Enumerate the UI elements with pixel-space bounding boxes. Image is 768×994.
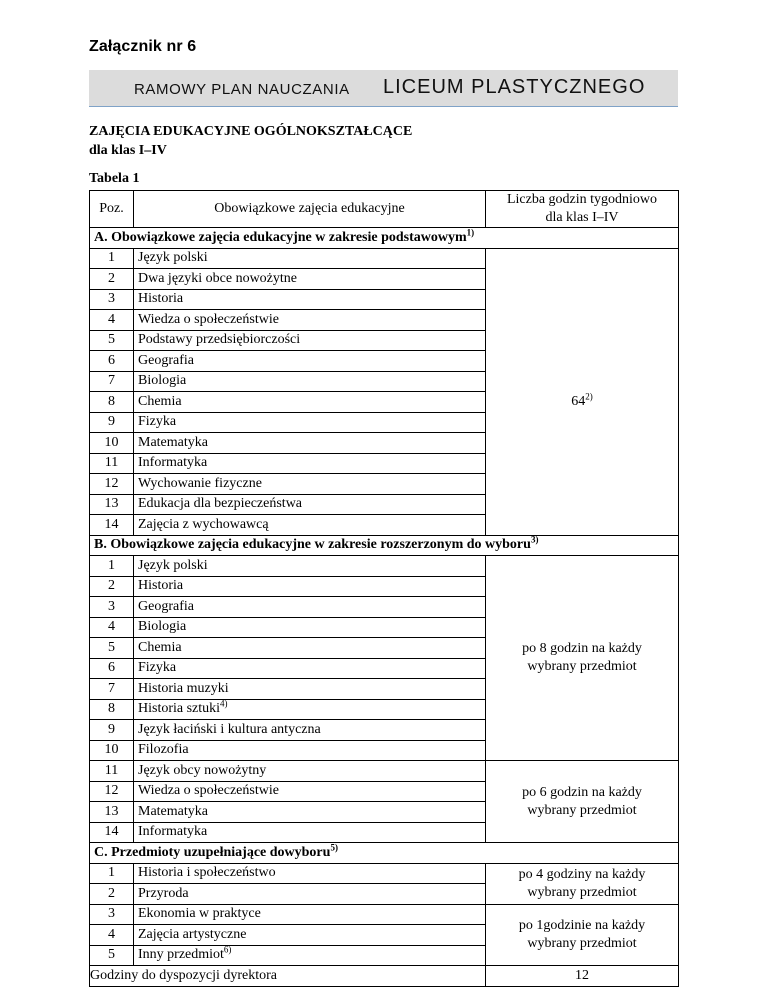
banner-subtitle: RAMOWY PLAN NAUCZANIA — [134, 81, 350, 98]
row-number: 9 — [90, 412, 134, 433]
section-c-row — [90, 843, 679, 864]
row-subject — [134, 679, 486, 700]
section-b-hours-group1 — [486, 556, 679, 761]
subject-name: Biologia — [138, 619, 187, 635]
footnote-marker: 4) — [220, 698, 228, 709]
row-subject — [134, 699, 486, 720]
table-header-row — [90, 191, 679, 228]
row-number: 1 — [90, 556, 134, 577]
subject-name: Informatyka — [138, 824, 208, 840]
subject-name: Zajęcia artystyczne — [138, 926, 247, 942]
row-number: 6 — [90, 351, 134, 372]
row-number: 2 — [90, 269, 134, 290]
section-c-text: C. Przedmioty uzupełniające dowyboru — [94, 844, 331, 860]
section-b-row — [90, 535, 679, 556]
table-row — [90, 556, 679, 577]
row-number: 10 — [90, 740, 134, 761]
subject-name: Geografia — [138, 352, 194, 368]
subject-name: Dwa języki obce nowożytne — [138, 270, 297, 286]
row-number: 7 — [90, 679, 134, 700]
row-number: 2 — [90, 576, 134, 597]
row-subject — [134, 781, 486, 802]
row-subject — [134, 433, 486, 454]
subject-name: Podstawy przedsiębiorczości — [138, 332, 301, 348]
footnote-marker: 2) — [585, 390, 593, 401]
row-subject — [134, 515, 486, 536]
title-banner — [89, 70, 678, 107]
footnote-marker: 3) — [530, 534, 539, 545]
row-number: 12 — [90, 474, 134, 495]
row-subject — [134, 351, 486, 372]
subject-name: Język obcy nowożytny — [138, 762, 267, 778]
footnote-marker: 1) — [466, 227, 475, 238]
hours-spacer — [486, 248, 679, 269]
row-subject — [134, 371, 486, 392]
row-number: 8 — [90, 699, 134, 720]
row-number: 11 — [90, 761, 134, 782]
table-row — [90, 761, 679, 782]
row-number: 5 — [90, 945, 134, 966]
row-subject — [134, 556, 486, 577]
row-subject — [134, 289, 486, 310]
row-subject — [134, 597, 486, 618]
director-label: Godziny do dyspozycji dyrektora — [90, 966, 486, 987]
row-number: 13 — [90, 802, 134, 823]
row-number: 1 — [90, 863, 134, 884]
table-row — [90, 904, 679, 925]
row-number: 5 — [90, 638, 134, 659]
subject-name: Matematyka — [138, 803, 208, 819]
subject-name: Język łaciński i kultura antyczna — [138, 721, 321, 737]
subject-name: Historia — [138, 291, 184, 307]
row-subject — [134, 884, 486, 905]
section-c-hours-group1-line2: wybrany przedmiot — [527, 884, 637, 900]
row-subject — [134, 576, 486, 597]
subject-name: Informatyka — [138, 455, 208, 471]
table-caption: Tabela 1 — [89, 171, 140, 186]
table-row — [90, 269, 679, 290]
row-number: 4 — [90, 925, 134, 946]
row-subject — [134, 269, 486, 290]
row-number: 10 — [90, 433, 134, 454]
row-number: 4 — [90, 617, 134, 638]
header-hours-line1: Liczba godzin tygodniowo — [506, 192, 658, 207]
subject-name: Chemia — [138, 639, 182, 655]
row-subject — [134, 925, 486, 946]
section-b-hours-group2 — [486, 761, 679, 843]
row-subject — [134, 248, 486, 269]
section-subheading: dla klas I–IV — [89, 143, 167, 158]
subject-name: Inny przedmiot — [138, 947, 224, 963]
section-c-label — [90, 843, 679, 864]
header-poz: Poz. — [90, 191, 134, 228]
subject-name: Fizyka — [138, 414, 177, 430]
subject-name: Zajęcia z wychowawcą — [138, 516, 269, 532]
section-a-text: A. Obowiązkowe zajęcia edukacyjne w zakresie podstawowym — [94, 229, 467, 245]
subject-name: Język polski — [138, 250, 208, 266]
row-number: 4 — [90, 310, 134, 331]
section-c-hours-group1-line1: po 4 godziny na każdy — [518, 866, 646, 882]
row-number: 3 — [90, 904, 134, 925]
section-b-hours-group2-line2: wybrany przedmiot — [527, 802, 637, 818]
table-row — [90, 248, 679, 269]
table-row — [90, 863, 679, 884]
header-hours-line2: dla klas I–IV — [545, 210, 619, 225]
row-number: 9 — [90, 720, 134, 741]
row-subject — [134, 863, 486, 884]
subject-name: Ekonomia w praktyce — [138, 906, 261, 922]
row-subject — [134, 761, 486, 782]
annex-title: Załącznik nr 6 — [89, 38, 197, 55]
row-subject — [134, 392, 486, 413]
curriculum-table — [89, 190, 679, 987]
section-a-hours — [486, 269, 679, 536]
subject-name: Biologia — [138, 373, 187, 389]
section-heading: ZAJĘCIA EDUKACYJNE OGÓLNOKSZTAŁCĄCE — [89, 124, 413, 139]
section-b-text: B. Obowiązkowe zajęcia edukacyjne w zakresie rozszerzonym do wyboru — [94, 537, 531, 553]
row-subject — [134, 617, 486, 638]
row-subject — [134, 740, 486, 761]
section-c-hours-group2-line2: wybrany przedmiot — [527, 935, 637, 951]
row-subject — [134, 453, 486, 474]
subject-name: Chemia — [138, 393, 182, 409]
subject-name: Historia i społeczeństwo — [138, 865, 276, 881]
header-hours — [486, 191, 679, 228]
footnote-marker: 5) — [330, 842, 338, 853]
subject-name: Wychowanie fizyczne — [138, 475, 262, 491]
section-b-label — [90, 535, 679, 556]
row-subject — [134, 330, 486, 351]
row-subject — [134, 474, 486, 495]
section-c-hours-group2-line1: po 1godzinie na każdy — [518, 917, 646, 933]
subject-name: Historia muzyki — [138, 680, 229, 696]
subject-name: Historia sztuki — [138, 701, 221, 717]
section-a-label — [90, 228, 679, 249]
subject-name: Matematyka — [138, 434, 208, 450]
section-a-hours-line1: 64 — [571, 393, 586, 409]
row-number: 14 — [90, 822, 134, 843]
row-subject — [134, 822, 486, 843]
section-b-hours-group1-line1: po 8 godzin na każdy — [522, 641, 642, 656]
row-number: 11 — [90, 453, 134, 474]
row-number: 2 — [90, 884, 134, 905]
row-subject — [134, 720, 486, 741]
row-number: 7 — [90, 371, 134, 392]
section-a-row — [90, 228, 679, 249]
row-subject — [134, 494, 486, 515]
header-subject: Obowiązkowe zajęcia edukacyjne — [134, 191, 486, 228]
row-number: 3 — [90, 289, 134, 310]
row-subject — [134, 658, 486, 679]
subject-name: Fizyka — [138, 660, 177, 676]
row-subject — [134, 638, 486, 659]
row-subject — [134, 904, 486, 925]
section-c-hours-group1 — [486, 863, 679, 904]
subject-name: Edukacja dla bezpieczeństwa — [138, 496, 303, 512]
subject-name: Wiedza o społeczeństwie — [138, 783, 279, 799]
director-hours: 12 — [486, 966, 679, 987]
section-b-hours-group2-line1: po 6 godzin na każdy — [522, 784, 642, 800]
section-b-hours-group1-line2: wybrany przedmiot — [527, 659, 637, 674]
row-number: 8 — [90, 392, 134, 413]
row-number: 5 — [90, 330, 134, 351]
row-subject — [134, 310, 486, 331]
row-number: 6 — [90, 658, 134, 679]
subject-name: Historia — [138, 578, 184, 594]
footnote-marker: 6) — [223, 944, 232, 955]
subject-name: Przyroda — [138, 885, 189, 901]
section-c-hours-group2 — [486, 904, 679, 966]
director-row — [90, 966, 679, 987]
row-number: 1 — [90, 248, 134, 269]
row-number: 12 — [90, 781, 134, 802]
row-subject — [134, 802, 486, 823]
subject-name: Język polski — [138, 557, 208, 573]
subject-name: Geografia — [138, 598, 194, 614]
banner-title: LICEUM PLASTYCZNEGO — [383, 76, 646, 98]
row-subject — [134, 412, 486, 433]
row-number: 14 — [90, 515, 134, 536]
row-number: 13 — [90, 494, 134, 515]
row-subject — [134, 945, 486, 966]
subject-name: Wiedza o społeczeństwie — [138, 311, 279, 327]
row-number: 3 — [90, 597, 134, 618]
subject-name: Filozofia — [138, 742, 189, 758]
